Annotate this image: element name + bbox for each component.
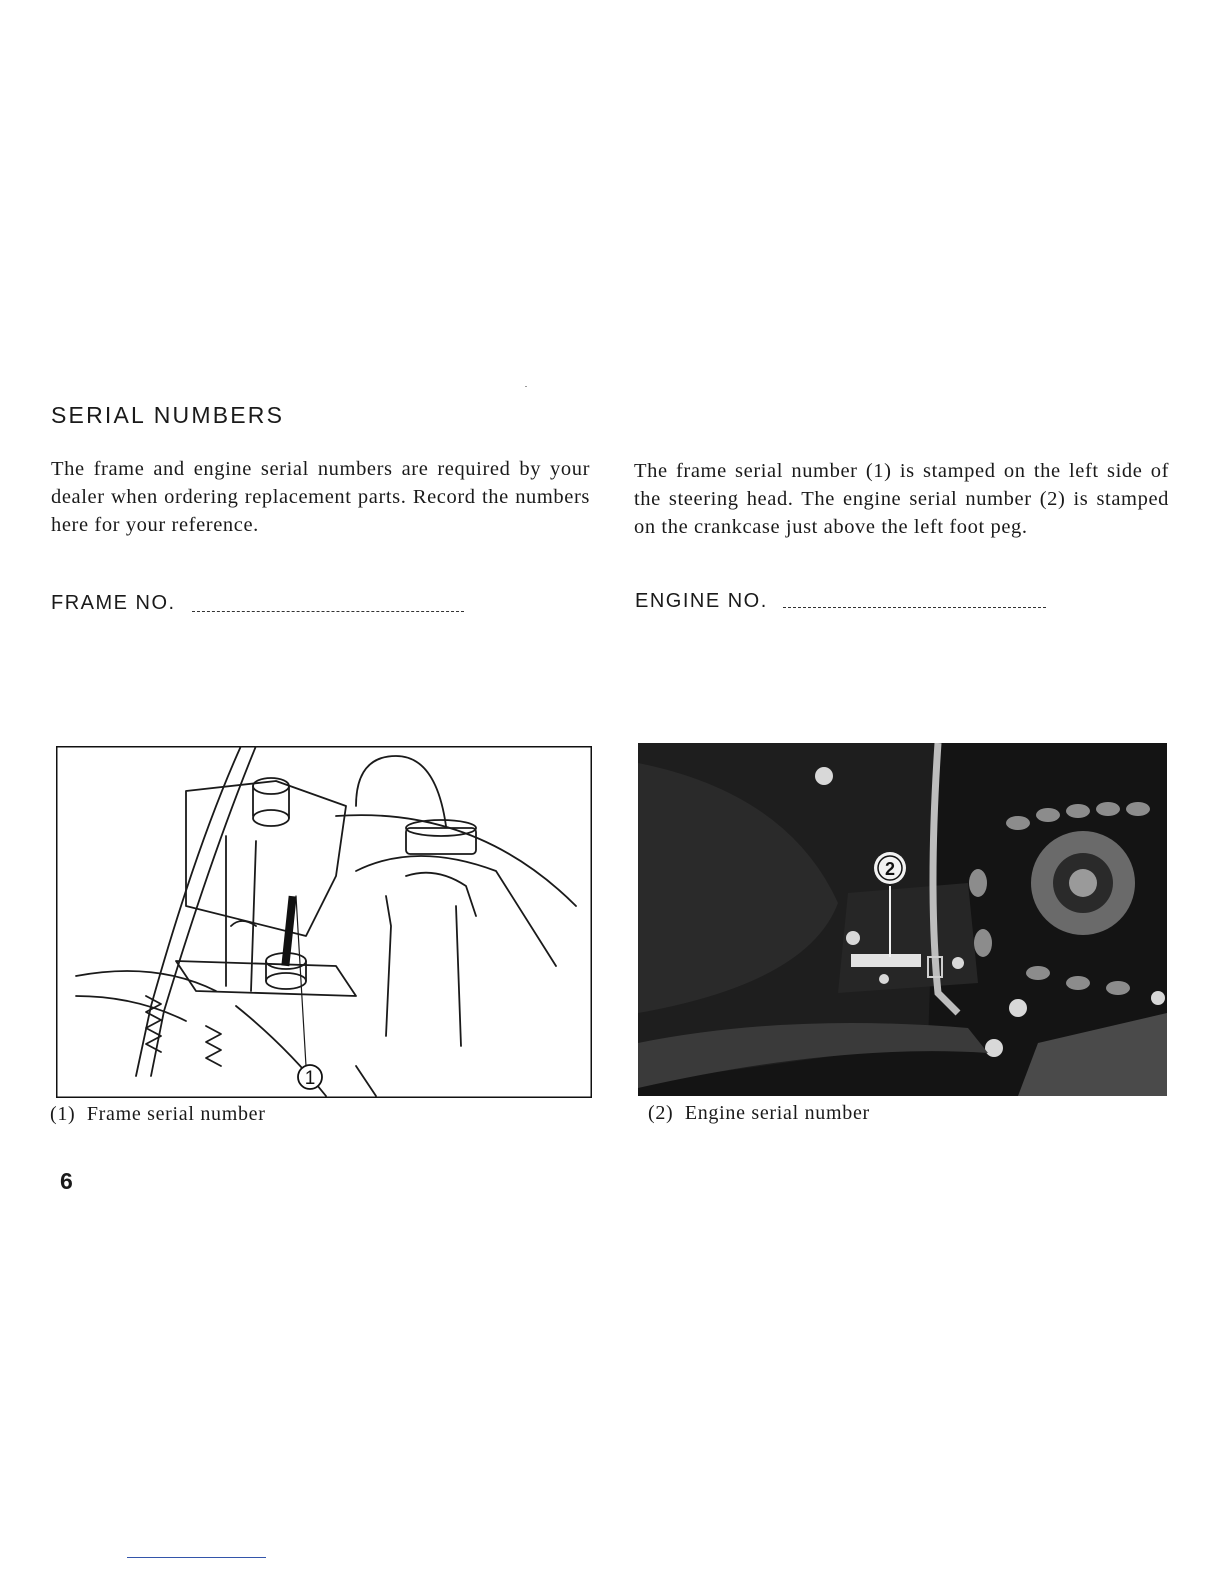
page-number: 6 (60, 1168, 73, 1194)
scan-speck (525, 386, 527, 387)
frame-number-blank-line (192, 611, 464, 612)
intro-paragraph: The frame and engine serial numbers are required by your dealer when ordering replacement parts. Record the numbers here for your reference. (51, 458, 590, 536)
frame-figure-caption: (1) Frame serial number (50, 1103, 266, 1125)
engine-figure-caption: (2) Engine serial number (648, 1102, 870, 1124)
footer-rule (127, 1557, 266, 1558)
engine-callout-number: 2 (884, 859, 896, 879)
engine-number-blank-line (783, 607, 1046, 608)
location-paragraph: The frame serial number (1) is stamped on the left side of the steering head. The engine serial number (2) is stamped on the crankcase just above the left foot peg. (634, 460, 1169, 538)
engine-serial-photo (638, 743, 1167, 1096)
frame-number-label: FRAME NO. (51, 592, 176, 614)
frame-serial-illustration (56, 746, 592, 1098)
frame-callout-number: 1 (304, 1068, 316, 1089)
page-heading: SERIAL NUMBERS (51, 402, 285, 428)
engine-number-label: ENGINE NO. (635, 590, 768, 612)
